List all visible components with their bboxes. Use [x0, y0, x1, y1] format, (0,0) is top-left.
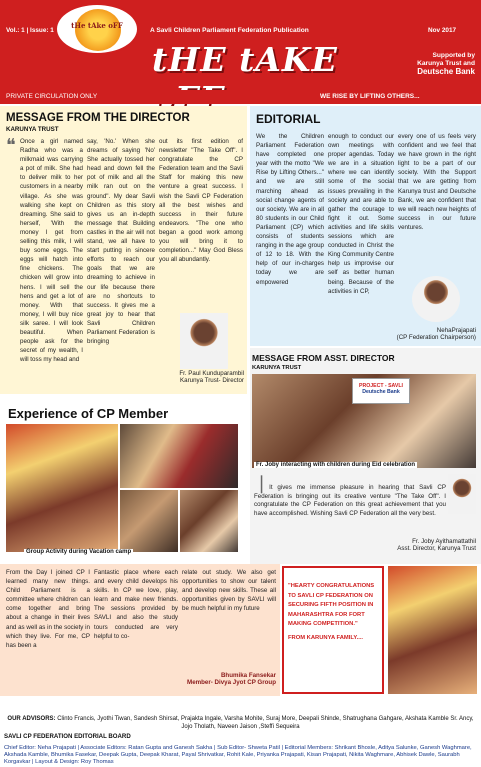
- vacation-camp-photo-2: [120, 424, 238, 488]
- circulation-strip: [0, 90, 481, 104]
- vacation-camp-photo-1: [6, 424, 118, 552]
- asst-message: ❘It gives me immense pleasure in hearing that Savli CP Federation is bringing out its creative venture "The Take Off". I congratulate the CP Federation on this great achievement that you have accomplished. Wishing Savli CP Federation all the very best.: [254, 473, 446, 517]
- experience-caption: Group Activity during Vacation camp: [26, 549, 132, 555]
- congratulations-text: "HEARTY CONGRATULATIONS TO SAVLI CP FEDERATION ON SECURING FIFTH POSITION IN MAHARASHTRA FOR FORT MAKING COMPETITION." FROM KARUNYA FAMILY....: [288, 583, 375, 641]
- chairperson-photo: [412, 276, 460, 322]
- member-col-1: From the Day I joined CP I learned many new things. Child Parliament is a committee where children can come together and bring about a change in their lives and as well as in the society in which they live. For me, CP has been a: [6, 569, 90, 649]
- motto: WE RISE BY LIFTING OTHERS...: [320, 93, 420, 100]
- asst-photo-caption: Fr. Joby interacting with children during Eid celebration: [256, 462, 416, 468]
- editorial-signature: NehaPrajapati (CP Federation Chairperson): [396, 327, 476, 341]
- editorial-col-1: We the Children Parliament Federation have completed one year with the motto "We Rise by Lifting Others..." and we are still marching ahead as social change agents of our society. We are in all 80 students in our Child Parliament (CP) which consists of students ranging in the age group of 12 to 18. With the help of our in-charges today we are empowered: [256, 133, 324, 286]
- eid-celebration-photo: [252, 374, 476, 468]
- director-org: KARUNYA TRUST: [6, 126, 59, 133]
- logo-text: tHe tAke oFF: [71, 21, 123, 30]
- director-col-2: say, 'No.' When she dreams of saying 'No' She actually tossed her head and down fell the pot of milk and all the milk ran out on the ground". My dear Savli Children as this story gives us an in-depth message that Building castles in the air will not stand, we all have to start putting in sincere efforts to reach our goals that we are dreaming to achieve in our life because there are no shortcuts to success. It gives me a great joy to hear that Savli Children Parliament Federation is bringing: [87, 138, 155, 346]
- editorial-col-2: enough to conduct our own meetings with proper agendas. Today we are in a situation where we can identify some of the social issues prevailing in the society and are able to gather the courage to fight it out. Some activities and life skills sessions which are conducted in Christ the King Community Centre help us improvise our self as better human being. Because of the activities in CP,: [328, 133, 394, 295]
- member-signature: Bhumika Fansekar Member- Divya Jyot CP Group: [187, 672, 276, 686]
- member-col-3: relate out study. We also get opportunities to show our talent and develop new skills. These all opportunities given by SAVLI will be much helpful in my future: [182, 569, 276, 613]
- member-col-2: Fantastic place where each and every child develops his skills. In CP we love, play, learn and make new friends. The sessions provided by SAVLI and also the study tours conducted are very helpful to co-: [94, 569, 178, 640]
- newsletter-logo: [55, 3, 139, 55]
- asst-title: MESSAGE FROM ASST. DIRECTOR: [252, 353, 395, 363]
- director-signature: Fr. Paul Kunduparambil Karunya Trust- Director: [179, 370, 244, 384]
- publication-line: A Savli Children Parliament Federation Publication: [150, 27, 309, 34]
- volume-issue: Vol.: 1 | Issue: 1: [6, 27, 54, 34]
- editorial-title: EDITORIAL: [256, 112, 321, 126]
- circulation-note: PRIVATE CIRCULATION ONLY: [6, 93, 98, 100]
- asst-signature: Fr. Joby Ayithamattathil Asst. Director, Karunya Trust: [397, 538, 476, 552]
- supported-by: Supported by Karunya Trust and Deutsche Bank: [417, 52, 475, 76]
- quote-icon: ❝: [6, 135, 16, 156]
- project-banner: PROJECT - SAVLI Deutsche Bank: [352, 378, 410, 404]
- director-photo: [180, 313, 228, 369]
- issue-date: Nov 2017: [428, 27, 457, 34]
- director-title: MESSAGE FROM THE DIRECTOR: [6, 112, 190, 124]
- fort-competition-photo: [388, 566, 477, 694]
- advisors-list: OUR ADVISORS: Clinto Francis, Jyothi Tiwan, Sandesh Shirsat, Prajakta Ingale, Varsha Mohite, Suraj More, Deepali Shinde, Shatrughana Gahgare, Akshata Kamble Sr. Ancy, Jojo Tholath, Naveen Jaison ,Steffi Sequeira: [7, 716, 474, 730]
- asst-director-photo: [448, 474, 476, 514]
- editorial-board-members: Chief Editor: Neha Prajapati | Associate Editors: Ratan Gupta and Ganesh Sakha | Sub Editor- Shweta Patil | Editorial Members: Shrikant Bhosle, Aditya Salunke, Ganesh Waghmare, Akshada Kamble, Bhumika Fasekar, Deepak Gupta, Deepak Kharat, Payal Shrivatkar, Rohit Kale, Priyanka Prajapati, Kisan Prajapati, Nikita Waghmare, Abhisek Dawle, Saurabh Korgavkar | Layout & Design: Roy Thomas: [4, 745, 472, 766]
- vacation-camp-photo-3: [120, 490, 178, 552]
- sun-icon: [75, 9, 121, 51]
- editorial-board-title: SAVLI CP FEDERATION EDITORIAL BOARD: [4, 733, 131, 740]
- director-col-1: Once a girl named Radha who was a milkmaid was carrying a pot of milk. She had to deliver milk to her customers in a nearby village. As she was walking she kept on dreaming. She said to herself, 'With the money I get from selling this milk, I will buy some eggs. The eggs will hatch into fine chickens. The chicken will grow into hens. I will sell the hens and get a lot of money. With that money, I will buy nice silk saree. I will look beautiful. When people ask for the secret of my wealth, I will toss my head and: [20, 138, 83, 364]
- editorial-col-3: every one of us feels very confident and we feel that we have grown in the right light to be a part of our society. With the Support that we are getting from Karunya trust and Deutsche Bank, we are confident that we will reach new heights of success in our future ventures.: [398, 133, 476, 231]
- asst-org: KARUNYA TRUST: [252, 365, 302, 371]
- vacation-camp-photo-4: [180, 490, 238, 552]
- experience-title: Experience of CP Member: [8, 406, 169, 421]
- director-col-3: out its first edition of newsletter "The Take Off". I congratulate the CP Federation team and the Savli Staff for making this new venture a great success. I wish the Savli CP Federation all the best wishes and success in their future endeavors. "The one who began a good work among you will bring it to completion..." May God Bless you all abundantly.: [159, 138, 243, 264]
- masthead-title: tHE tAKE: [152, 40, 338, 79]
